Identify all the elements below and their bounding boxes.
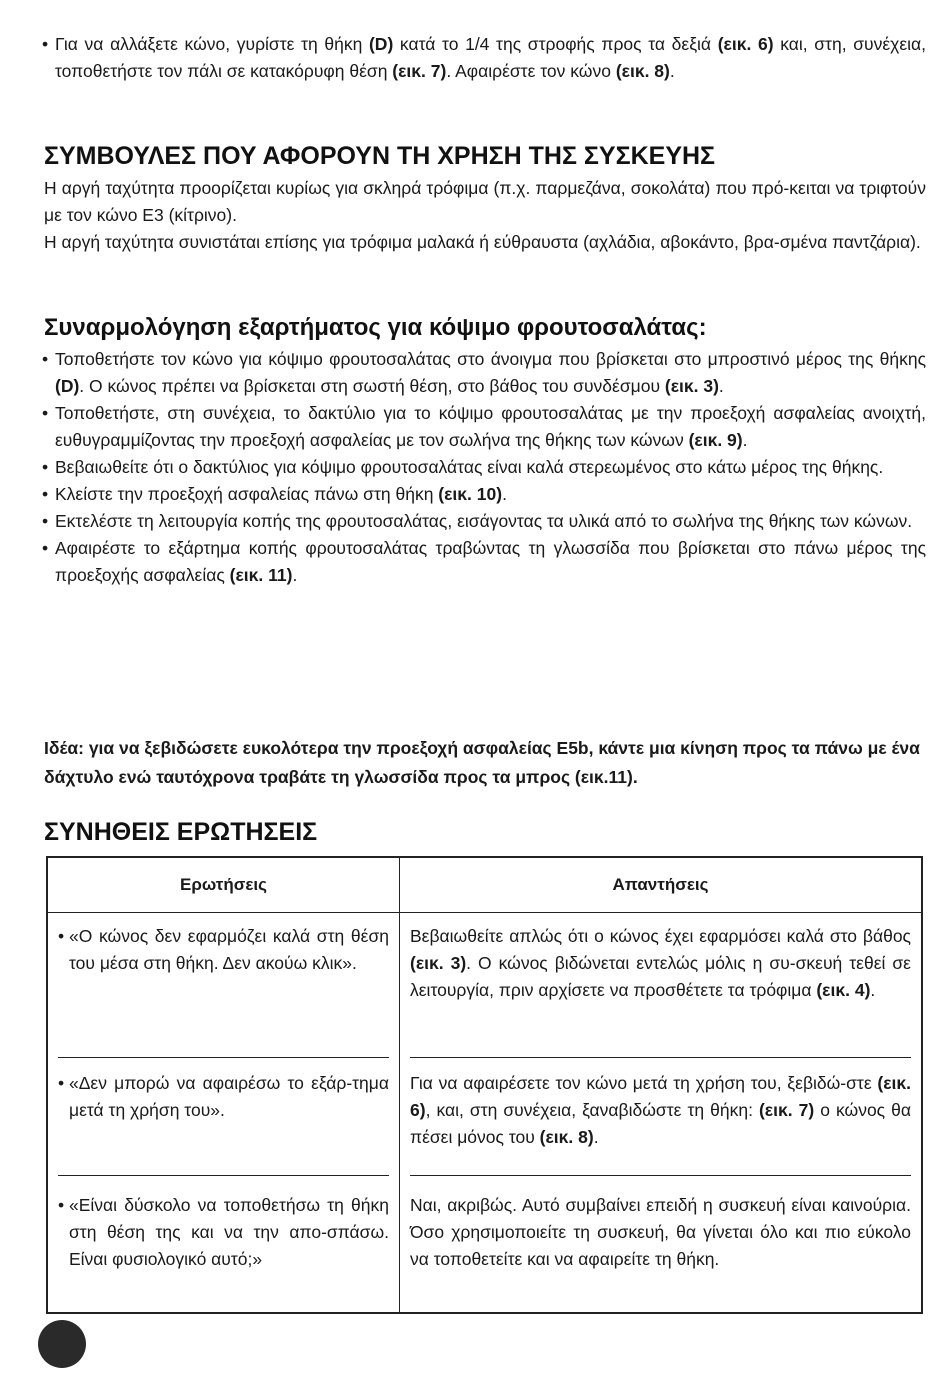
figure-reference: (D): [368, 34, 394, 54]
intro-bullet: • Για να αλλάξετε κώνο, γυρίστε τη θήκη (D) κατά το 1/4 της στροφής προς τα δεξιά (εικ. 6) και, στη, συνέχεια, τοποθετήστε τον πάλι σε κατακόρυφη θέση (εικ. 7). Αφαιρέστε τον κώνο (εικ. 8).: [44, 31, 926, 85]
faq-answer: Ναι, ακριβώς. Αυτό συμβαίνει επειδή η συσκευή είναι καινούρια. Όσο χρησιμοποιείτε τη συσκευή, θα γίνεται όλο και πιο εύκολο να τοποθετείτε και να αφαιρείτε τη θήκη.: [410, 1195, 911, 1269]
usage-tips-body: [44, 175, 926, 256]
usage-paragraph-1: Η αργή ταχύτητα προορίζεται κυρίως για σκληρά τρόφιμα (π.χ. παρμεζάνα, σοκολάτα) που πρό-κειται να τριφτούν με τον κώνο E3 (κίτρινο).: [44, 178, 926, 225]
figure-reference: (εικ. 3): [664, 376, 719, 396]
figure-reference: (εικ. 10): [438, 484, 503, 504]
faq-row: [47, 1058, 922, 1176]
fruit-salad-step: • Τοποθετήστε τον κώνο για κόψιμο φρουτοσαλάτας στο άνοιγμα που βρίσκεται στο μπροστινό μέρος της θήκης (D). Ο κώνος πρέπει να βρίσκεται στη σωστή θέση, στο βάθος του συνδέσμου (εικ. 3).: [44, 346, 926, 400]
faq-answer: Βεβαιωθείτε απλώς ότι ο κώνος έχει εφαρμόσει καλά στο βάθος (εικ. 3). Ο κώνος βιδώνεται εντελώς μόλις η συ-σκευή τεθεί σε λειτουργία, πριν αρχίσετε να προσθέτετε τα τρόφιμα (εικ. 4).: [410, 926, 911, 1000]
fruit-salad-step: • Βεβαιωθείτε ότι ο δακτύλιος για κόψιμο φρουτοσαλάτας είναι καλά στερεωμένος στο κάτω μέρος της θήκης.: [44, 454, 926, 481]
tip-paragraph: Ιδέα: για να ξεβιδώσετε ευκολότερα την προεξοχή ασφαλείας E5b, κάντε μια κίνηση προς τα πάνω με ένα δάχτυλο ενώ ταυτόχρονα τραβάτε τη γλωσσίδα προς τα μπρος (εικ.11).: [44, 738, 920, 787]
faq-answer-cell: [400, 1058, 923, 1176]
faq-row: [47, 913, 922, 1059]
figure-reference: (εικ. 11): [229, 565, 293, 585]
faq-header-questions: Ερωτήσεις: [47, 857, 400, 913]
faq-table: [46, 856, 923, 1314]
faq-question-cell: [47, 1176, 400, 1313]
figure-reference: (D): [55, 376, 80, 396]
faq-answer: Για να αφαιρέσετε τον κώνο μετά τη χρήση του, ξεβιδώ-στε (εικ. 6), και, στη συνέχεια, ξαναβιδώστε τη θήκη: (εικ. 7) ο κώνος θα πέσει μόνος του (εικ. 8).: [410, 1073, 911, 1147]
faq-question-cell: [47, 1058, 400, 1176]
fruit-salad-step: • Κλείστε την προεξοχή ασφαλείας πάνω στη θήκη (εικ. 10).: [44, 481, 926, 508]
faq-question: • «Δεν μπορώ να αφαιρέσω το εξάρ-τημα μετά τη χρήση του».: [58, 1070, 389, 1124]
faq-header-row: [47, 857, 922, 913]
faq-question: • «Είναι δύσκολο να τοποθετήσω τη θήκη στη θέση της και να την απο-σπάσω. Είναι φυσιολογικό αυτό;»: [58, 1192, 389, 1273]
faq-row: [47, 1176, 922, 1313]
intro-list: [44, 31, 926, 85]
fruit-salad-steps-list: [44, 346, 926, 589]
fruit-salad-step: • Τοποθετήστε, στη συνέχεια, το δακτύλιο για το κόψιμο φρουτοσαλάτας με την προεξοχή ασφαλείας ανοιχτή, ευθυγραμμίζοντας την προεξοχή ασφαλείας με τον σωλήνα της θήκης των κώνων (εικ. 9).: [44, 400, 926, 454]
figure-reference: (εικ. 8): [615, 61, 670, 81]
usage-paragraph-2: Η αργή ταχύτητα συνιστάται επίσης για τρόφιμα μαλακά ή εύθραυστα (αχλάδια, αβοκάντο, βρα-σμένα παντζάρια).: [44, 232, 921, 252]
figure-reference: (εικ. 7): [392, 61, 447, 81]
figure-reference: (εικ. 4): [816, 980, 871, 1000]
figure-reference: (εικ. 6): [410, 1073, 911, 1120]
figure-reference: (εικ. 8): [539, 1127, 594, 1147]
faq-answer-cell: [400, 913, 923, 1059]
fruit-salad-step: • Αφαιρέστε το εξάρτημα κοπής φρουτοσαλάτας τραβώντας τη γλωσσίδα που βρίσκεται στο πάνω μέρος της προεξοχής ασφαλείας (εικ. 11).: [44, 535, 926, 589]
figure-reference: (εικ. 7): [758, 1100, 815, 1120]
faq-header-answers: Απαντήσεις: [400, 857, 923, 913]
section-title-faq: ΣΥΝΗΘΕΙΣ ΕΡΩΤΗΣΕΙΣ: [44, 818, 318, 846]
faq-question: • «Ο κώνος δεν εφαρμόζει καλά στη θέση του μέσα στη θήκη. Δεν ακούω κλικ».: [58, 923, 389, 977]
figure-reference: (εικ. 6): [717, 34, 774, 54]
page-number-dot: [38, 1320, 86, 1368]
faq-answer-cell: [400, 1176, 923, 1313]
fruit-salad-step: • Εκτελέστε τη λειτουργία κοπής της φρουτοσαλάτας, εισάγοντας τα υλικά από το σωλήνα της θήκης των κώνων.: [44, 508, 926, 535]
faq-question-cell: [47, 913, 400, 1059]
section-title-usage-tips: ΣΥΜΒΟΥΛΕΣ ΠΟΥ ΑΦΟΡΟΥΝ ΤΗ ΧΡΗΣΗ ΤΗΣ ΣΥΣΚΕΥΗΣ: [44, 142, 716, 170]
figure-reference: (εικ. 3): [410, 953, 467, 973]
figure-reference: (εικ. 9): [688, 430, 743, 450]
section-title-fruit-salad-assembly: Συναρμολόγηση εξαρτήματος για κόψιμο φρουτοσαλάτας:: [44, 314, 707, 341]
